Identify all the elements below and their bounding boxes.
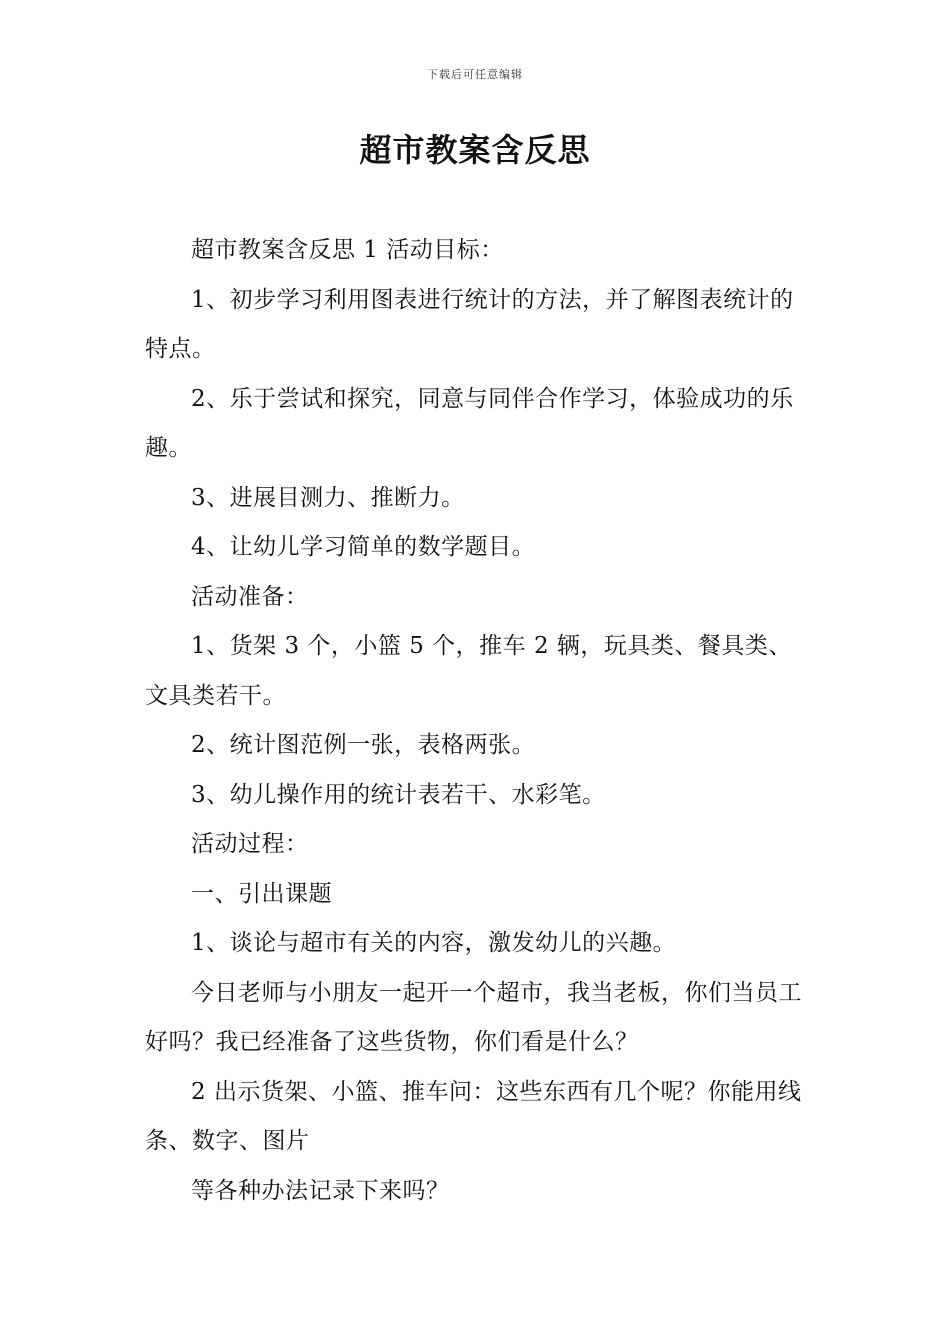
paragraph-preparation-1: 1、货架 3 个，小篮 5 个，推车 2 辆，玩具类、餐具类、文具类若干。 bbox=[145, 633, 792, 709]
paragraph-goal-1: 1、初步学习利用图表进行统计的方法，并了解图表统计的特点。 bbox=[145, 286, 794, 362]
paragraph-process-2: 2 出示货架、小篮、推车问：这些东西有几个呢？你能用线条、数字、图片 bbox=[145, 1078, 802, 1154]
document-title: 超市教案含反思 bbox=[359, 131, 591, 169]
paragraph-activity-goals-heading: 超市教案含反思 1 活动目标： bbox=[191, 237, 504, 263]
paragraph-preparation-heading: 活动准备： bbox=[191, 583, 309, 610]
header-note: 下载后可任意编辑 bbox=[427, 68, 523, 81]
paragraph-preparation-2: 2、统计图范例一张，表格两张。 bbox=[191, 732, 536, 758]
paragraph-process-heading: 活动过程： bbox=[191, 831, 309, 857]
paragraph-record-methods: 等各种办法记录下来吗？ bbox=[191, 1177, 450, 1204]
paragraph-goal-4: 4、让幼儿学习简单的数学题目。 bbox=[191, 534, 536, 560]
document-body bbox=[145, 226, 815, 1216]
paragraph-process-1: 1、谈论与超市有关的内容，激发幼儿的兴趣。 bbox=[191, 930, 677, 956]
paragraph-goal-2: 2、乐于尝试和探究，同意与同伴合作学习，体验成功的乐趣。 bbox=[145, 385, 794, 461]
paragraph-teacher-intro: 今日老师与小朋友一起开一个超市，我当老板，你们当员工好吗？我已经准备了这些货物，你们看是什么？ bbox=[145, 979, 802, 1055]
paragraph-section-1-heading: 一、引出课题 bbox=[191, 880, 332, 907]
paragraph-preparation-3: 3、幼儿操作用的统计表若干、水彩笔。 bbox=[191, 781, 606, 808]
paragraph-goal-3: 3、进展目测力、推断力。 bbox=[191, 484, 465, 511]
